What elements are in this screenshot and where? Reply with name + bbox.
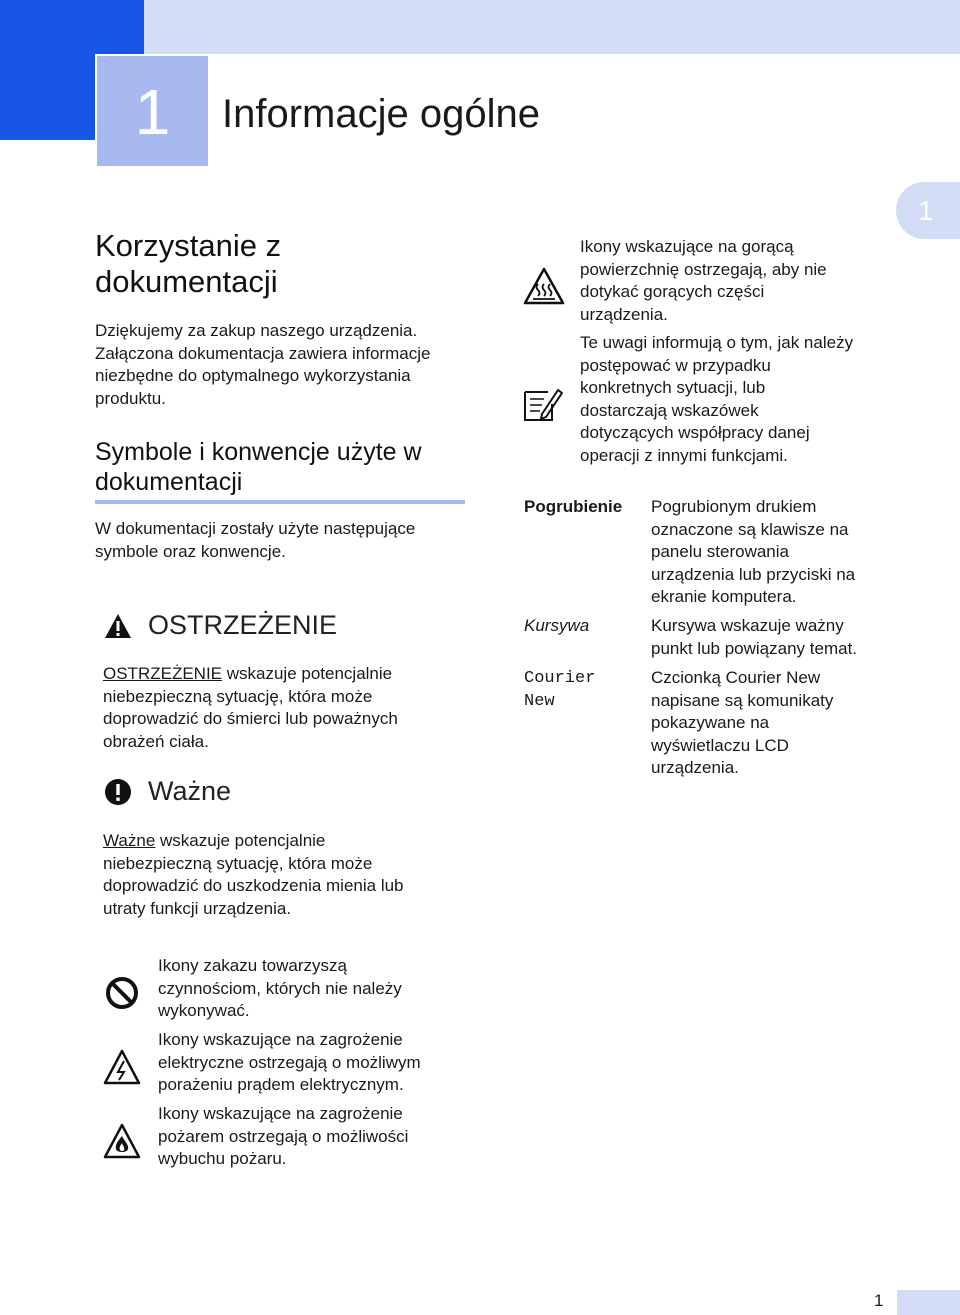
warning-triangle-icon — [104, 613, 132, 639]
heading-underline — [95, 500, 465, 504]
fire-hazard-note: Ikony wskazujące na zagrożenie pożarem ostrzegają o możliwości wybuchu pożaru. — [158, 1104, 409, 1168]
note-icon — [522, 384, 564, 424]
section-heading-documentation: Korzystanie z dokumentacji — [95, 228, 282, 299]
convention-term-courier: Courier New — [524, 669, 596, 711]
chapter-side-tab[interactable]: 1 — [896, 182, 960, 239]
convention-def-italic: Kursywa wskazuje ważny punkt lub powiązany temat. — [651, 616, 858, 658]
chapter-number: 1 — [95, 54, 210, 168]
header-banner-light — [144, 0, 960, 54]
convention-term-italic: Kursywa — [524, 616, 590, 635]
warning-text: OSTRZEŻENIE wskazuje potencjalnie niebezpieczną sytuację, która może doprowadzić do śmierci lub poważnych obrażeń ciała. — [103, 664, 398, 751]
important-keyword: Ważne — [103, 831, 156, 850]
electrical-hazard-note: Ikony wskazujące na zagrożenie elektryczne ostrzegają o możliwym porażeniu prądem elektrycznym. — [158, 1030, 421, 1094]
intro-paragraph: Dziękujemy za zakup naszego urządzenia. Załączona dokumentacja zawiera informacje niezbędne do optymalnego wykorzystania produktu. — [95, 321, 431, 408]
section-heading-symbols: Symbole i konwencje użyte w dokumentacji — [95, 438, 422, 496]
prohibition-note: Ikony zakazu towarzyszą czynnościom, których nie należy wykonywać. — [158, 956, 402, 1020]
symbols-intro-paragraph: W dokumentacji zostały użyte następujące symbole oraz konwencje. — [95, 519, 416, 561]
warning-keyword: OSTRZEŻENIE — [103, 664, 223, 683]
important-heading: Ważne — [104, 776, 231, 807]
convention-def-bold: Pogrubionym drukiem oznaczone są klawisze na panelu sterowania urządzenia lub przyciski na ekranie komputera. — [651, 497, 856, 606]
electrical-hazard-icon — [102, 1048, 142, 1086]
convention-def-courier: Czcionką Courier New napisane są komunikaty pokazywane na wyświetlaczu LCD urządzenia. — [651, 668, 834, 777]
important-text: Ważne wskazuje potencjalnie niebezpieczną sytuację, która może doprowadzić do uszkodzenia mienia lub utraty funkcji urządzenia. — [103, 831, 404, 918]
chapter-title: Informacje ogólne — [222, 92, 540, 136]
warning-heading: OSTRZEŻENIE — [104, 610, 337, 641]
page-number: 1 — [874, 1291, 884, 1310]
prohibition-icon — [105, 976, 139, 1010]
fire-hazard-icon — [102, 1122, 142, 1160]
exclamation-icon — [104, 778, 132, 806]
convention-term-bold: Pogrubienie — [524, 497, 623, 516]
hot-surface-icon — [522, 266, 566, 306]
note-explanation: Te uwagi informują o tym, jak należy postępować w przypadku konkretnych sytuacji, lub dostarczają wskazówek dotyczących współpracy danej operacji z innymi funkcjami. — [580, 333, 854, 465]
hot-surface-note: Ikony wskazujące na gorącą powierzchnię ostrzegają, aby nie dotykać gorących części urządzenia. — [580, 237, 827, 324]
footer-bar — [897, 1290, 960, 1315]
